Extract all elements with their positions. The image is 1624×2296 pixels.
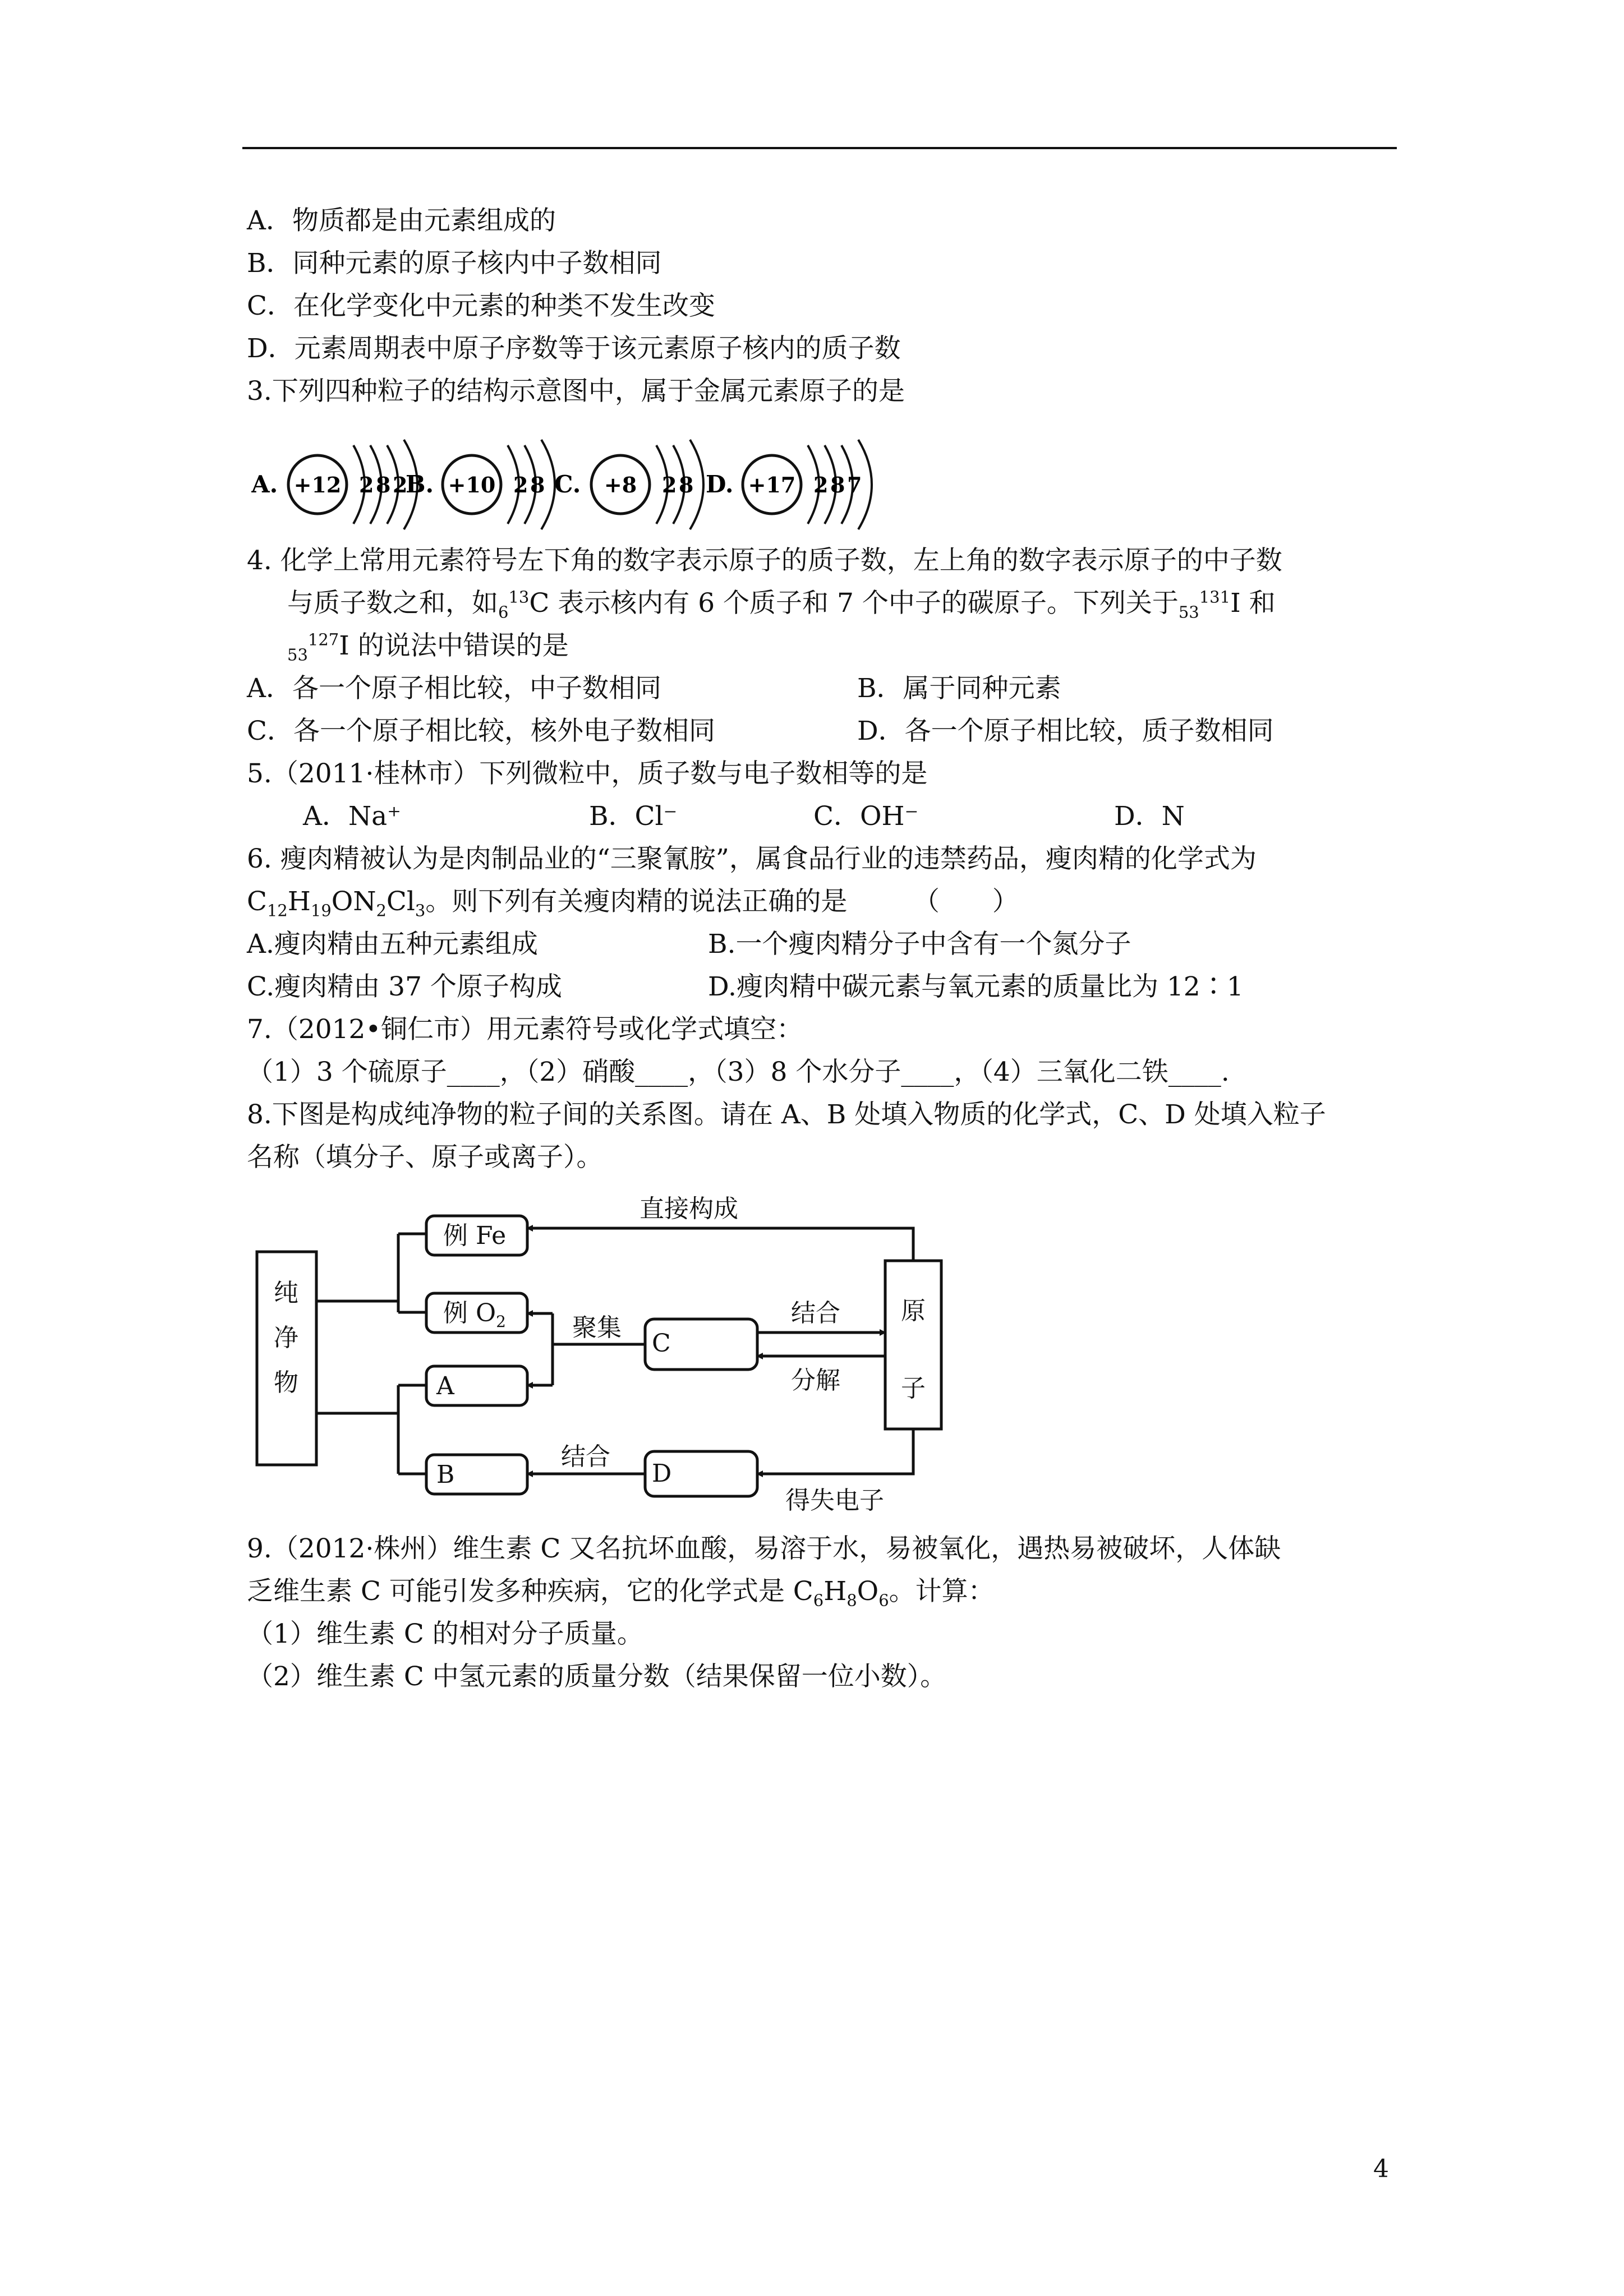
box-a-label: A (436, 1372, 454, 1400)
page-number: 4 (1373, 2155, 1389, 2183)
atom-label-1: 原 (901, 1297, 926, 1325)
q4-option-a: A．各一个原子相比较，中子数相同 (247, 673, 661, 704)
pure-label-3: 物 (274, 1368, 298, 1397)
q9-sub-2: （2）维生素 C 中氢元素的质量分数（结果保留一位小数）。 (247, 1661, 947, 1692)
q2-option-d: D．元素周期表中原子序数等于该元素原子核内的质子数 (247, 333, 901, 364)
q5-option-c: C．OH⁻ (813, 801, 919, 832)
pure-label-2: 净 (274, 1324, 298, 1352)
nucleus-charge: +12 (293, 472, 342, 497)
q6-stem-line1: 6. 瘦肉精被认为是肉制品业的“三聚氰胺”，属食品行业的违禁药品，瘦肉精的化学式为 (247, 843, 1257, 874)
electron-count: 2 (393, 472, 408, 497)
example-fe-label: 例 Fe (443, 1221, 507, 1250)
atom-label-2: 子 (901, 1374, 926, 1403)
header-rule (242, 147, 1397, 149)
box-c-label: C (652, 1329, 671, 1358)
q5-option-d: D．N (1114, 801, 1185, 832)
atom-diagram-a (251, 440, 417, 529)
q4-stem-line2: 与质子数之和，如$_6^{13}$C 表示核内有 6 个质子和 7 个中子的碳原子。下列关于$_{53}^{131}$I 和 (287, 587, 1276, 622)
electron-count: 8 (530, 472, 545, 497)
electron-count: 8 (830, 472, 845, 497)
combine-label-1: 结合 (791, 1299, 840, 1327)
electron-gain-loss-label: 得失电子 (785, 1486, 884, 1514)
q9-stem-line2: 乏维生素 C 可能引发多种疾病，它的化学式是 $C_6H_8O_6$。计算： (247, 1576, 995, 1610)
q4-stem-line1: 4. 化学上常用元素符号左下角的数字表示原子的质子数，左上角的数字表示原子的中子数 (247, 545, 1282, 576)
electron-count: 8 (679, 472, 694, 497)
gather-label: 聚集 (572, 1313, 622, 1342)
pure-label-1: 纯 (274, 1279, 298, 1307)
atom-diagram-d (706, 440, 872, 529)
q7-stem: 7.（2012•铜仁市）用元素符号或化学式填空： (247, 1014, 803, 1045)
q6-option-a: A.瘦肉精由五种元素组成 (247, 929, 538, 960)
atom-diagram-b (406, 440, 555, 529)
nucleus-charge: +10 (448, 472, 496, 497)
q7-blanks: （1）3 个硫原子____，（2）硝酸____，（3）8 个水分子____，（4）三氧化二铁____. (247, 1057, 1230, 1087)
q5-option-b: B．Cl⁻ (589, 801, 678, 832)
example-o2-label: 例 $O_2$ (443, 1299, 506, 1331)
q2-option-a: A．物质都是由元素组成的 (247, 205, 556, 236)
box-d-label: D (652, 1459, 672, 1488)
q6-option-c: C.瘦肉精由 37 个原子构成 (247, 971, 562, 1002)
q3-stem: 3.下列四种粒子的结构示意图中，属于金属元素原子的是 (247, 376, 905, 407)
q9-stem-line1: 9.（2012·株州）维生素 C 又名抗坏血酸，易溶于水，易被氧化，遇热易被破坏，人体缺 (247, 1533, 1281, 1564)
nucleus-charge: +17 (748, 472, 796, 497)
atom-diagram-c (554, 440, 703, 529)
q4-option-d: D．各一个原子相比较，质子数相同 (857, 716, 1274, 746)
electron-count: 8 (376, 472, 391, 497)
electron-count: 7 (847, 472, 862, 497)
q4-stem-line3: $_{53}^{127}$I 的说法中错误的是 (287, 630, 569, 665)
q5-option-a: A．Na⁺ (303, 801, 401, 832)
atom-diagram-label: B. (406, 471, 434, 498)
electron-count: 2 (513, 472, 528, 497)
electron-count: 2 (662, 472, 677, 497)
combine-label-2: 结合 (561, 1442, 610, 1471)
atom-box (885, 1261, 941, 1429)
atom-diagram-label: D. (706, 471, 734, 498)
q6-stem-line2: $C_{12}H_{19}ON_2Cl_3$。则下列有关瘦肉精的说法正确的是 （ ） (247, 886, 1019, 920)
nucleus-charge: +8 (604, 472, 637, 497)
particle-relation-diagram (247, 1189, 976, 1514)
q8-stem-line2: 名称（填分子、原子或离子）。 (247, 1142, 603, 1173)
atom-diagram-label: A. (251, 471, 278, 498)
q6-formula: $C_{12}H_{19}ON_2Cl_3$ (247, 886, 426, 920)
q2-option-c: C．在化学变化中元素的种类不发生改变 (247, 291, 715, 321)
electron-count: 2 (359, 472, 374, 497)
q6-option-b: B.一个瘦肉精分子中含有一个氮分子 (708, 929, 1131, 960)
q4-option-c: C．各一个原子相比较，核外电子数相同 (247, 716, 715, 746)
q2-option-b: B．同种元素的原子核内中子数相同 (247, 248, 662, 279)
direct-compose-label: 直接构成 (640, 1195, 738, 1223)
q5-stem: 5.（2011·桂林市）下列微粒中，质子数与电子数相等的是 (247, 758, 928, 789)
q8-stem-line1: 8.下图是构成纯净物的粒子间的关系图。请在 A、B 处填入物质的化学式，C、D 处填入粒子 (247, 1099, 1326, 1130)
decompose-label: 分解 (791, 1366, 840, 1395)
q6-option-d: D.瘦肉精中碳元素与氧元素的质量比为 12∶1 (708, 971, 1244, 1002)
electron-count: 2 (813, 472, 829, 497)
q9-sub-1: （1）维生素 C 的相对分子质量。 (247, 1619, 643, 1649)
atom-diagram-label: C. (554, 471, 581, 498)
box-b-label: B (436, 1460, 455, 1489)
q4-option-b: B．属于同种元素 (857, 673, 1061, 704)
atom-structure-diagrams (251, 432, 874, 533)
